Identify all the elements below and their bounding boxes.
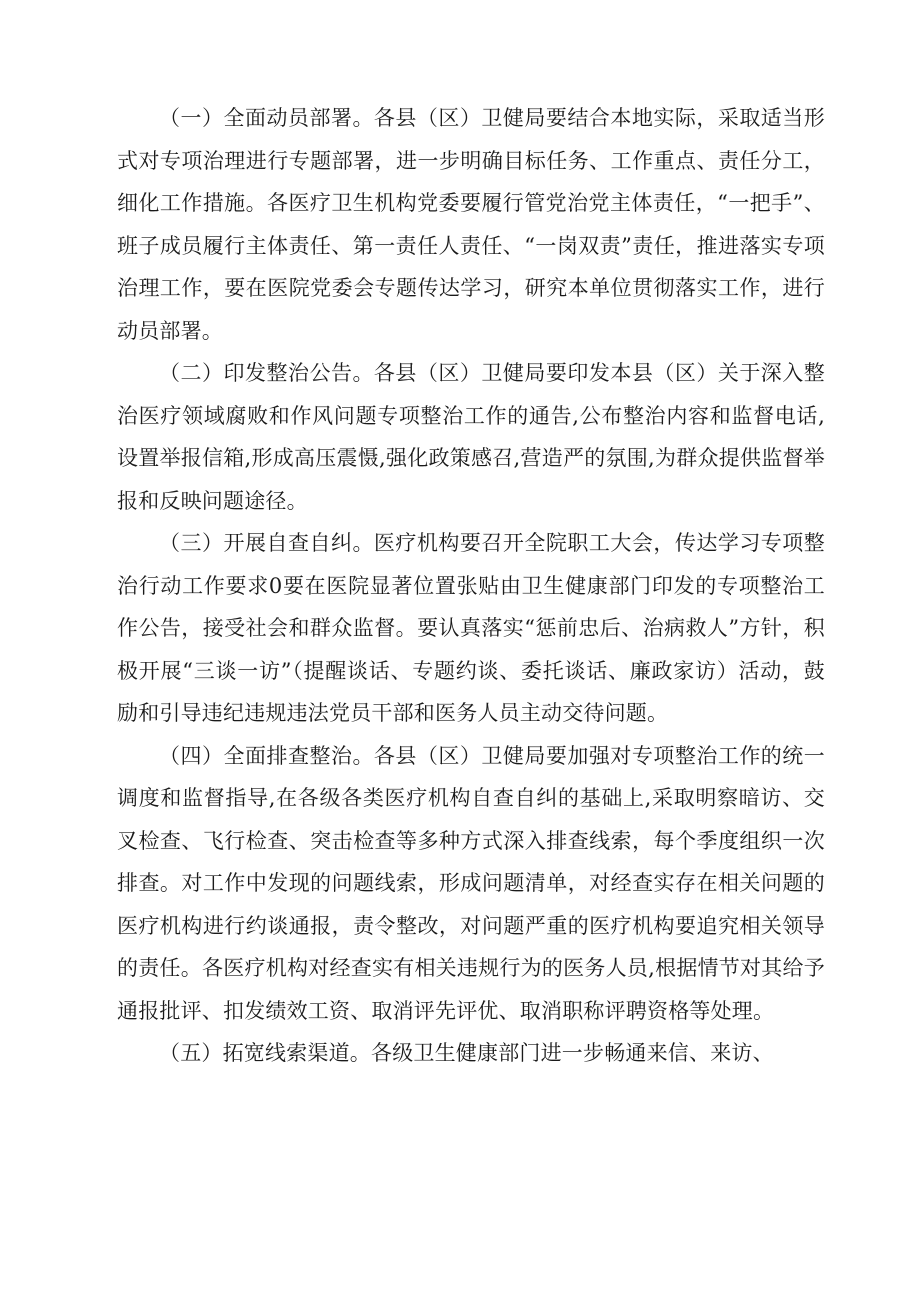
paragraph-announcement: （二）印发整治公告。各县（区）卫健局要印发本县（区）关于深入整治医疗领域腐败和作风问题专项整治工作的通告,公布整治内容和监督电话,设置举报信箱,形成高压震慑,强化政策感召,营造严的氛围,为群众提供监督举报和反映问题途径。 [117, 361, 825, 513]
paragraph-channels: （五）拓宽线索渠道。各级卫生健康部门进一步畅通来信、来访、 [159, 1041, 774, 1065]
paragraph-investigation: （四）全面排查整治。各县（区）卫健局要加强对专项整治工作的统一调度和监督指导,在各级各类医疗机构自查自纠的基础上,采取明察暗访、交叉检查、飞行检查、突击检查等多种方式深入排查线索，每个季度组织一次排查。对工作中发现的问题线索，形成问题清单，对经查实存在相关问题的医疗机构进行约谈通报，责令整改，对问题严重的医疗机构要追究相关领导的责任。各医疗机构对经查实有相关违规行为的医务人员,根据情节对其给予通报批评、扣发绩效工资、取消评先评优、取消职称评聘资格等处理。 [117, 743, 825, 1023]
paragraph-self-inspection: （三）开展自查自纠。医疗机构要召开全院职工大会，传达学习专项整治行动工作要求0要在医院显著位置张贴由卫生健康部门印发的专项整治工作公告，接受社会和群众监督。要认真落实“惩前忠后、治病救人”方针，积极开展“三谈一访”（提醒谈话、专题约谈、委托谈话、廉政家访）活动，鼓励和引导违纪违规违法党员干部和医务人员主动交待问题。 [117, 531, 825, 725]
paragraph-mobilization: （一）全面动员部署。各县（区）卫健局要结合本地实际，采取适当形式对专项治理进行专题部署，进一步明确目标任务、工作重点、责任分工，细化工作措施。各医疗卫生机构党委要履行管党治党主体责任，“一把手”、班子成员履行主体责任、第一责任人责任、“一岗双责”责任，推进落实专项治理工作，要在医院党委会专题传达学习，研究本单位贯彻落实工作，进行动员部署。 [117, 106, 825, 343]
